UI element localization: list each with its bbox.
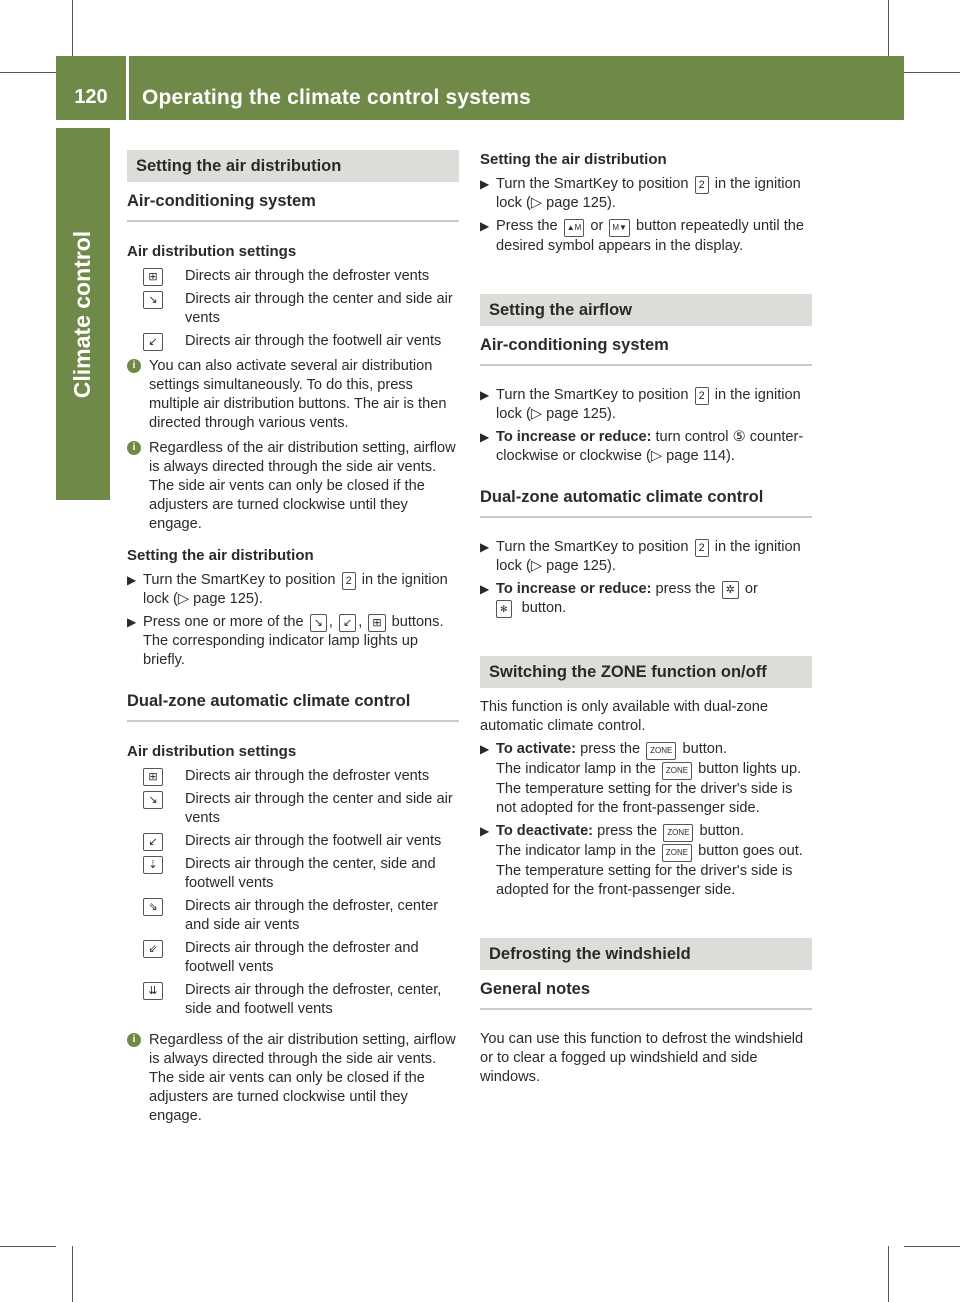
info-icon: i: [127, 1033, 141, 1047]
step-text: button.: [678, 741, 728, 757]
setting-description: Directs air through the footwell air vents: [185, 333, 442, 349]
page-title: Operating the climate control systems: [142, 86, 532, 109]
setting-row: [127, 267, 459, 286]
note-text: Regardless of the air distribution setting, airflow is always directed through the side air vents. The side air vents can only be closed if the adjusters are turned clockwise until they engage.: [149, 1032, 456, 1124]
step-label: To increase or reduce:: [496, 581, 652, 597]
left-column: [127, 150, 459, 1130]
setting-description: Directs air through the defroster vents: [185, 268, 430, 284]
note-text: Regardless of the air distribution setting, airflow is always directed through the side air vents. The side air vents can only be closed if the adjusters are turned clockwise until they engage.: [149, 440, 456, 532]
crop-mark: [72, 0, 73, 56]
setting-row: [127, 981, 459, 1019]
section-title: Setting the air distribution: [127, 150, 459, 182]
step-text: turn control ⑤ counter-clockwise or clockwise (▷ page 114).: [496, 429, 804, 464]
step-arrow-icon: ▶: [480, 582, 490, 596]
instruction-step: [127, 571, 459, 609]
paragraph: You can use this function to defrost the windshield or to clear a fogged up windshield and side windows.: [480, 1031, 804, 1085]
center-side-vent-icon: ↘: [143, 791, 163, 809]
settings-heading: Air distribution settings: [127, 743, 297, 760]
footwell-vent-icon: ↙: [143, 333, 163, 351]
info-note: [127, 1031, 459, 1126]
step-text: Turn the SmartKey to position: [496, 387, 693, 403]
info-icon: i: [127, 441, 141, 455]
instruction-step: ▶ Press one or more of the ↘ , ↙ , ⊞ buttons. The corresponding indicator lamp lights up briefly.: [127, 614, 444, 668]
center-side-footwell-vent-icon: ⇣: [143, 856, 163, 874]
section-title: Setting the airflow: [480, 294, 812, 326]
step-text: in the ignition lock (▷ page 125).: [143, 572, 448, 607]
step-result: The indicator lamp in the: [496, 761, 660, 777]
info-note: [127, 357, 459, 433]
footwell-vent-icon: ↙: [143, 833, 163, 851]
step-text: button repeatedly until the desired symbol appears in the display.: [496, 218, 804, 254]
instruction-step: [480, 175, 812, 213]
crop-mark: [0, 1246, 56, 1247]
setting-description: Directs air through the center and side air vents: [185, 791, 453, 826]
step-text: Turn the SmartKey to position: [496, 539, 693, 555]
step-text: Turn the SmartKey to position: [143, 572, 340, 588]
step-result: The indicator lamp in the: [496, 843, 660, 859]
step-arrow-icon: ▶: [480, 219, 490, 233]
section-title: Defrosting the windshield: [480, 938, 812, 970]
setting-description: Directs air through the defroster, center, side and footwell vents: [185, 982, 442, 1017]
step-arrow-icon: ▶: [127, 573, 137, 587]
setting-row: [127, 897, 459, 935]
step-text: in the ignition lock (▷ page 125).: [496, 176, 801, 211]
step-arrow-icon: ▶: [480, 177, 490, 191]
defroster-vent-icon: ⊞: [368, 614, 385, 632]
setting-description: Directs air through the defroster and footwell vents: [185, 940, 419, 975]
defroster-vent-icon: ⊞: [143, 768, 163, 786]
chapter-tab-label: Climate control: [69, 230, 96, 398]
fan-decrease-button-icon: ✻: [496, 600, 512, 618]
settings-heading: Air distribution settings: [127, 243, 297, 260]
crop-mark: [904, 72, 960, 73]
step-result: button lights up.: [694, 761, 802, 777]
crop-mark: [888, 0, 889, 56]
instruction-step: [480, 740, 812, 818]
zone-button-icon: ZONE: [662, 762, 692, 780]
info-icon: i: [127, 359, 141, 373]
subsection-title: Air-conditioning system: [127, 192, 459, 222]
defroster-vent-icon: ⊞: [143, 268, 163, 286]
step-text: or: [586, 218, 608, 234]
step-label: To activate:: [496, 741, 577, 757]
crop-mark: [72, 1246, 73, 1302]
step-result: button goes out.: [694, 843, 803, 859]
step-text: press the: [593, 823, 662, 839]
instruction-step: [480, 580, 812, 618]
step-arrow-icon: ▶: [480, 430, 490, 444]
crop-mark: [0, 72, 56, 73]
setting-row: [127, 855, 459, 893]
position-key: 2: [695, 539, 709, 557]
section-title: Switching the ZONE function on/off: [480, 656, 812, 688]
center-side-vent-icon: ↘: [310, 614, 327, 632]
chapter-tab: [56, 128, 110, 500]
setting-description: Directs air through the defroster, center and side air vents: [185, 898, 439, 933]
setting-description: Directs air through the defroster vents: [185, 768, 430, 784]
procedure-heading: Setting the air distribution: [480, 151, 667, 168]
position-key: 2: [342, 572, 356, 590]
step-text: Turn the SmartKey to position: [496, 176, 693, 192]
step-text: in the ignition lock (▷ page 125).: [496, 387, 801, 422]
step-result: The temperature setting for the driver's side is adopted for the front-passenger side.: [496, 863, 793, 898]
step-label: To deactivate:: [496, 823, 594, 839]
setting-description: Directs air through the center and side air vents: [185, 291, 453, 326]
step-text: or: [740, 581, 758, 597]
instruction-step: [480, 217, 812, 256]
setting-description: Directs air through the footwell air vents: [185, 833, 442, 849]
step-text: Press the: [496, 218, 562, 234]
setting-description: Directs air through the center, side and footwell vents: [185, 856, 436, 891]
header-divider: [126, 56, 129, 120]
step-result: The corresponding indicator lamp lights up briefly.: [143, 633, 419, 668]
footwell-vent-icon: ↙: [339, 614, 356, 632]
step-arrow-icon: ▶: [480, 540, 490, 554]
step-arrow-icon: ▶: [480, 388, 490, 402]
step-text: in the ignition lock (▷ page 125).: [496, 539, 801, 574]
ac-settings-list: [127, 267, 459, 351]
step-text: button.: [517, 600, 567, 616]
procedure-heading: Setting the air distribution: [127, 547, 314, 564]
instruction-step: [480, 822, 812, 900]
setting-row: [127, 290, 459, 328]
right-column: [480, 150, 812, 1091]
zone-button-icon: ZONE: [646, 742, 676, 760]
setting-row: [127, 832, 459, 851]
setting-row: [127, 939, 459, 977]
setting-row: [127, 767, 459, 786]
step-text: press the: [576, 741, 645, 757]
note-text: You can also activate several air distribution settings simultaneously. To do this, press multiple air distribution buttons. The air is then directed through various vents.: [149, 358, 447, 431]
step-result: The temperature setting for the driver's side is not adopted for the front-passenger side.: [496, 781, 793, 816]
page-number: 120: [74, 86, 108, 108]
mode-down-button-icon: M▼: [609, 219, 630, 237]
instruction-step: [480, 428, 812, 466]
info-note: [127, 439, 459, 534]
subsection-title: General notes: [480, 980, 812, 1010]
defroster-footwell-vent-icon: ⇙: [143, 940, 163, 958]
position-key: 2: [695, 176, 709, 194]
step-text: press the: [651, 581, 720, 597]
center-side-vent-icon: ↘: [143, 291, 163, 309]
setting-row: [127, 332, 459, 351]
subsection-title: Air-conditioning system: [480, 336, 812, 366]
crop-mark: [904, 1246, 960, 1247]
instruction-step: [480, 386, 812, 424]
subsection-title: Dual-zone automatic climate control: [127, 692, 459, 722]
step-label: To increase or reduce:: [496, 429, 652, 445]
step-text: button.: [695, 823, 745, 839]
paragraph: This function is only available with dual-zone automatic climate control.: [480, 699, 768, 734]
defroster-center-side-footwell-vent-icon: ⇊: [143, 982, 163, 1000]
step-text: buttons.: [387, 614, 444, 630]
setting-row: [127, 790, 459, 828]
subsection-title: Dual-zone automatic climate control: [480, 488, 812, 518]
zone-button-icon: ZONE: [662, 844, 692, 862]
instruction-step: [480, 538, 812, 576]
zone-button-icon: ZONE: [663, 824, 693, 842]
step-arrow-icon: ▶: [480, 824, 490, 838]
crop-mark: [888, 1246, 889, 1302]
defroster-center-side-vent-icon: ⇘: [143, 898, 163, 916]
fan-increase-button-icon: ✲: [722, 581, 739, 599]
position-key: 2: [695, 387, 709, 405]
step-arrow-icon: ▶: [480, 742, 490, 756]
dual-settings-list: [127, 767, 459, 1019]
step-text: Press one or more of the: [143, 614, 308, 630]
mode-up-button-icon: ▲M: [564, 219, 585, 237]
step-arrow-icon: ▶: [127, 615, 137, 629]
